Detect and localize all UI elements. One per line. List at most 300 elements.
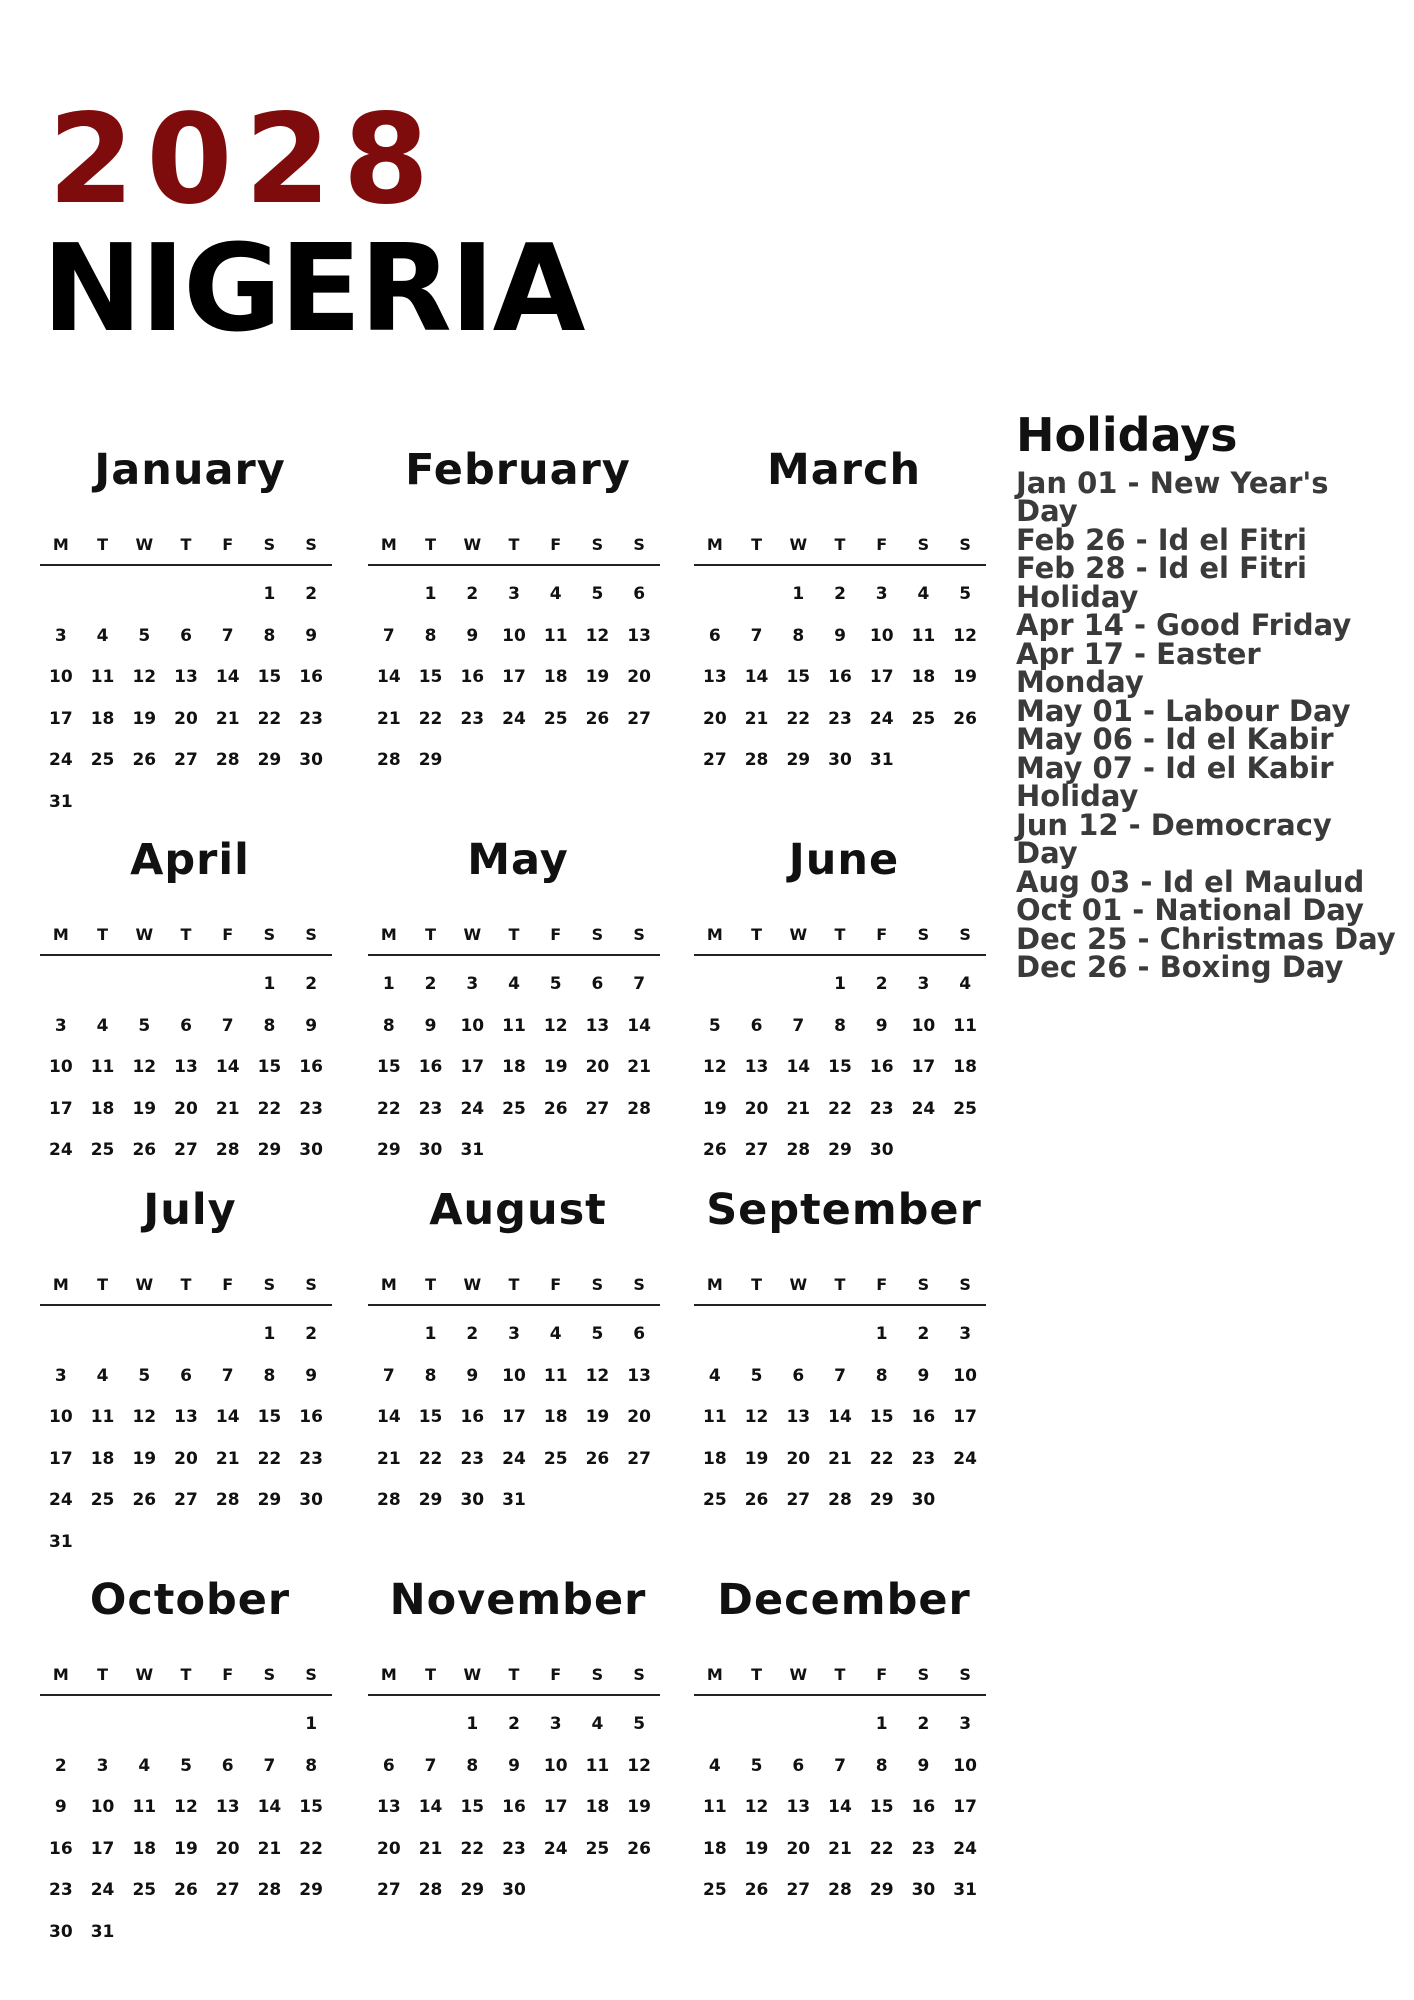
weekday-label: S: [305, 535, 317, 554]
day-number: 25: [90, 750, 115, 770]
holiday-list: [1016, 465, 1396, 985]
day-number: 19: [744, 1448, 769, 1469]
day-number: 2: [466, 1324, 479, 1344]
day-number: 4: [591, 1714, 604, 1734]
empty-day-cell: [40, 574, 82, 616]
day-number: 4: [549, 584, 562, 604]
day-number: 11: [953, 1015, 977, 1036]
weekday-label: S: [917, 535, 930, 554]
day-number: 4: [959, 974, 972, 994]
day-number: 1: [263, 584, 276, 604]
day-number: 31: [49, 791, 73, 812]
day-number: 30: [299, 1140, 323, 1160]
day-number: 18: [90, 1098, 115, 1119]
weekday-label: F: [550, 1275, 562, 1294]
weekday-label: W: [789, 1275, 808, 1294]
day-number: 30: [911, 1880, 936, 1900]
holiday-item: Dec 26 - Boxing Day: [1016, 950, 1344, 985]
day-number: 29: [299, 1880, 323, 1900]
day-number: 10: [49, 667, 73, 687]
day-number: 9: [54, 1797, 67, 1817]
day-number: 21: [215, 1098, 240, 1119]
weekday-label: M: [52, 1665, 69, 1684]
day-number: 25: [90, 1490, 115, 1510]
day-number: 6: [591, 974, 604, 994]
empty-day-cell: [123, 1314, 165, 1356]
day-number: 28: [828, 1490, 852, 1510]
day-number: 15: [418, 1407, 443, 1427]
month-august: [368, 1180, 668, 1560]
holiday-item: Dec 25 - Christmas Day: [1016, 921, 1396, 956]
weekday-header: [40, 1270, 332, 1306]
day-number: 17: [49, 708, 73, 729]
weekday-label: W: [463, 1275, 482, 1294]
day-number: 23: [502, 1838, 526, 1859]
day-number: 16: [299, 1407, 323, 1427]
weekday-label: S: [959, 1275, 971, 1294]
day-number: 9: [917, 1755, 930, 1776]
weekday-label: S: [305, 925, 317, 944]
weekday-label: T: [834, 1275, 846, 1294]
day-number: 28: [377, 750, 401, 770]
day-number: 14: [215, 667, 240, 687]
day-number: 21: [828, 1838, 852, 1859]
weekday-label: T: [425, 925, 437, 944]
day-number: 8: [834, 1015, 846, 1036]
day-number: 22: [377, 1098, 401, 1119]
day-number: 17: [90, 1838, 115, 1859]
day-number: 7: [424, 1755, 437, 1776]
day-number: 4: [708, 1365, 721, 1386]
weekday-header: [368, 920, 660, 956]
day-number: 8: [466, 1755, 479, 1776]
empty-day-cell: [40, 1704, 82, 1746]
day-number: 22: [828, 1098, 852, 1119]
weekday-label: S: [591, 535, 604, 554]
empty-day-cell: [165, 964, 207, 1006]
day-number: 29: [418, 750, 443, 770]
day-number: 3: [959, 1714, 972, 1734]
day-number: 14: [377, 1407, 401, 1427]
day-number: 7: [263, 1755, 276, 1776]
day-number: 13: [786, 1407, 811, 1427]
day-number: 14: [257, 1797, 282, 1817]
day-number: 21: [627, 1057, 651, 1077]
day-number: 8: [263, 625, 276, 646]
weekday-label: S: [917, 1665, 930, 1684]
day-number: 18: [502, 1057, 526, 1077]
weekday-label: F: [222, 535, 234, 554]
day-number: 26: [744, 1490, 769, 1510]
day-number: 28: [744, 750, 769, 770]
day-number: 5: [138, 625, 151, 646]
weekday-label: M: [706, 1665, 723, 1684]
day-number: 15: [828, 1057, 852, 1077]
day-number: 10: [90, 1797, 115, 1817]
day-number: 29: [257, 750, 282, 770]
weekday-label: T: [751, 925, 763, 944]
day-number: 25: [911, 708, 936, 729]
day-number: 1: [305, 1714, 318, 1734]
day-number: 8: [792, 625, 805, 646]
day-number: 8: [263, 1365, 276, 1386]
day-number: 23: [911, 1838, 936, 1859]
holidays-panel: [1016, 408, 1396, 985]
day-number: 17: [911, 1057, 936, 1077]
weekday-label: T: [97, 535, 109, 554]
day-number: 21: [828, 1448, 852, 1469]
day-number: 1: [792, 584, 805, 604]
month-name: April: [130, 835, 250, 885]
day-number: 18: [703, 1838, 727, 1859]
day-number: 23: [460, 1448, 485, 1469]
day-number: 23: [299, 708, 323, 729]
day-number: 9: [305, 1365, 318, 1386]
day-number: 3: [466, 974, 479, 994]
day-number: 11: [90, 667, 115, 687]
day-number: 12: [744, 1797, 769, 1817]
country-title: NIGERIA: [42, 220, 584, 359]
month-name: June: [788, 835, 900, 885]
day-number: 5: [138, 1365, 151, 1386]
day-number: 24: [49, 1140, 73, 1160]
month-name: August: [429, 1185, 607, 1235]
weekday-header: [694, 530, 986, 566]
month-november: [368, 1570, 668, 1950]
weekday-label: W: [789, 1665, 808, 1684]
empty-day-cell: [82, 964, 124, 1006]
empty-day-cell: [249, 1704, 291, 1746]
day-number: 10: [49, 1407, 73, 1427]
day-number: 30: [869, 1140, 894, 1160]
month-name: September: [706, 1185, 982, 1235]
day-number: 7: [633, 974, 646, 994]
day-number: 6: [382, 1755, 395, 1776]
day-number: 30: [828, 750, 852, 770]
day-number: 6: [180, 625, 192, 646]
day-number: 18: [703, 1448, 727, 1469]
empty-day-cell: [123, 964, 165, 1006]
day-number: 15: [786, 667, 811, 687]
holiday-item: May 06 - Id el Kabir: [1016, 722, 1334, 757]
weekday-label: S: [591, 1665, 604, 1684]
day-number: 30: [502, 1880, 526, 1900]
day-number: 26: [174, 1880, 198, 1900]
day-number: 14: [215, 1057, 240, 1077]
day-number: 19: [543, 1057, 568, 1077]
day-number: 18: [911, 667, 936, 687]
day-number: 15: [418, 667, 443, 687]
day-number: 9: [834, 625, 846, 646]
day-number: 9: [424, 1015, 437, 1036]
day-number: 12: [744, 1407, 769, 1427]
day-number: 25: [502, 1098, 526, 1119]
weekday-label: S: [959, 535, 971, 554]
day-number: 28: [215, 750, 240, 770]
day-number: 29: [786, 750, 811, 770]
day-number: 1: [875, 1324, 888, 1344]
day-number: 26: [585, 1448, 610, 1469]
day-number: 16: [299, 1057, 323, 1077]
empty-day-cell: [165, 1704, 207, 1746]
day-number: 11: [543, 625, 568, 646]
day-number: 2: [466, 584, 479, 604]
empty-day-cell: [777, 964, 819, 1006]
day-number: 14: [744, 667, 769, 687]
day-number: 21: [215, 1448, 240, 1469]
day-number: 9: [305, 1015, 318, 1036]
weekday-label: S: [959, 1665, 971, 1684]
day-number: 7: [792, 1015, 805, 1036]
weekday-label: F: [550, 925, 562, 944]
day-number: 20: [174, 708, 198, 729]
day-number: 17: [460, 1057, 485, 1077]
day-number: 3: [54, 1015, 67, 1036]
day-number: 19: [132, 1098, 157, 1119]
month-march: [694, 440, 994, 820]
weekday-label: W: [789, 925, 808, 944]
weekday-label: S: [591, 1275, 604, 1294]
day-number: 12: [174, 1797, 198, 1817]
day-number: 20: [174, 1098, 198, 1119]
day-number: 17: [543, 1797, 568, 1817]
day-number: 26: [132, 1140, 157, 1160]
empty-day-cell: [736, 574, 778, 616]
weekday-label: T: [508, 1275, 520, 1294]
day-number: 4: [708, 1755, 721, 1776]
day-number: 1: [875, 1714, 888, 1734]
day-number: 27: [627, 1448, 651, 1469]
day-number: 3: [959, 1324, 972, 1344]
day-number: 25: [703, 1880, 727, 1900]
day-number: 15: [869, 1797, 894, 1817]
day-number: 11: [132, 1797, 157, 1817]
weekday-header: [694, 920, 986, 956]
day-number: 3: [508, 584, 520, 604]
weekday-label: S: [633, 925, 645, 944]
day-number: 27: [174, 1140, 198, 1160]
day-number: 19: [627, 1797, 651, 1817]
weekday-label: M: [706, 925, 723, 944]
weekday-label: W: [135, 925, 154, 944]
day-number: 13: [786, 1797, 811, 1817]
day-number: 5: [708, 1015, 721, 1036]
day-number: 6: [792, 1365, 805, 1386]
day-number: 24: [460, 1098, 485, 1119]
day-number: 26: [744, 1880, 769, 1900]
day-number: 14: [377, 667, 401, 687]
day-number: 9: [466, 625, 479, 646]
weekday-label: M: [380, 1275, 397, 1294]
day-number: 16: [299, 667, 323, 687]
day-number: 10: [869, 625, 894, 646]
day-number: 23: [418, 1098, 443, 1119]
day-number: 20: [703, 708, 727, 729]
day-number: 28: [627, 1098, 651, 1119]
day-number: 6: [792, 1755, 805, 1776]
weekday-header: [40, 530, 332, 566]
day-number: 1: [382, 974, 395, 994]
day-number: 17: [869, 667, 894, 687]
day-number: 7: [750, 625, 763, 646]
day-number: 30: [460, 1490, 485, 1510]
day-number: 12: [132, 1057, 157, 1077]
day-number: 24: [543, 1838, 568, 1859]
day-number: 10: [911, 1015, 936, 1036]
day-number: 17: [49, 1448, 73, 1469]
weekday-label: T: [425, 1275, 437, 1294]
day-number: 22: [869, 1448, 894, 1469]
day-grid: [368, 574, 660, 782]
weekday-label: T: [97, 925, 109, 944]
day-number: 2: [917, 1324, 930, 1344]
day-number: 24: [953, 1448, 977, 1469]
day-number: 12: [585, 625, 610, 646]
day-number: 21: [377, 708, 401, 729]
weekday-label: T: [425, 535, 437, 554]
day-number: 22: [257, 1098, 282, 1119]
day-number: 2: [875, 974, 888, 994]
day-number: 13: [377, 1797, 401, 1817]
day-number: 11: [703, 1797, 727, 1817]
day-number: 20: [627, 667, 651, 687]
calendar-year: 2028: [48, 88, 442, 232]
day-number: 13: [744, 1057, 769, 1077]
day-grid: [368, 964, 660, 1172]
empty-day-cell: [777, 1704, 819, 1746]
day-number: 23: [869, 1098, 894, 1119]
day-number: 7: [382, 1365, 395, 1386]
weekday-label: S: [305, 1665, 317, 1684]
weekday-label: W: [789, 535, 808, 554]
day-number: 20: [744, 1098, 769, 1119]
day-number: 18: [543, 667, 568, 687]
day-number: 22: [418, 1448, 443, 1469]
day-grid: [694, 574, 986, 782]
day-number: 10: [543, 1755, 568, 1776]
day-number: 12: [703, 1057, 727, 1077]
day-number: 29: [869, 1880, 894, 1900]
day-number: 25: [585, 1838, 610, 1859]
day-number: 25: [543, 1448, 568, 1469]
day-number: 2: [834, 584, 846, 604]
day-number: 20: [627, 1407, 651, 1427]
month-name: February: [405, 445, 631, 495]
weekday-label: T: [751, 535, 763, 554]
day-number: 2: [54, 1755, 67, 1776]
day-number: 17: [49, 1098, 73, 1119]
day-number: 15: [460, 1797, 485, 1817]
day-number: 11: [90, 1407, 115, 1427]
day-number: 23: [828, 708, 852, 729]
day-number: 22: [299, 1838, 323, 1859]
weekday-label: F: [876, 1275, 888, 1294]
day-number: 16: [911, 1797, 936, 1817]
weekday-label: M: [52, 1275, 69, 1294]
day-number: 24: [49, 750, 73, 770]
day-number: 24: [90, 1880, 115, 1900]
day-number: 13: [174, 1057, 198, 1077]
day-number: 5: [591, 1324, 604, 1344]
weekday-label: S: [633, 535, 645, 554]
empty-day-cell: [368, 1314, 410, 1356]
day-number: 4: [96, 625, 109, 646]
weekday-header: [368, 530, 660, 566]
day-number: 25: [90, 1140, 115, 1160]
month-october: [40, 1570, 340, 1950]
day-number: 18: [543, 1407, 568, 1427]
weekday-label: M: [706, 535, 723, 554]
day-number: 5: [750, 1365, 763, 1386]
empty-day-cell: [694, 1314, 736, 1356]
day-number: 27: [786, 1490, 811, 1510]
day-grid: [368, 1314, 660, 1522]
day-number: 1: [263, 1324, 276, 1344]
day-number: 8: [382, 1015, 395, 1036]
empty-day-cell: [368, 574, 410, 616]
day-number: 29: [257, 1490, 282, 1510]
day-number: 22: [869, 1838, 894, 1859]
day-number: 18: [90, 1448, 115, 1469]
weekday-label: M: [52, 925, 69, 944]
day-number: 22: [786, 708, 811, 729]
day-number: 31: [49, 1531, 73, 1552]
day-number: 22: [257, 708, 282, 729]
weekday-label: S: [263, 535, 276, 554]
day-number: 19: [744, 1838, 769, 1859]
month-september: [694, 1180, 994, 1560]
weekday-label: S: [591, 925, 604, 944]
day-number: 19: [585, 1407, 610, 1427]
day-number: 13: [627, 1365, 651, 1386]
empty-day-cell: [207, 1314, 249, 1356]
day-number: 23: [911, 1448, 936, 1469]
day-number: 24: [911, 1098, 936, 1119]
day-number: 15: [257, 1407, 282, 1427]
month-name: October: [89, 1575, 291, 1625]
weekday-label: S: [633, 1665, 645, 1684]
day-number: 13: [703, 667, 727, 687]
day-number: 19: [174, 1838, 198, 1859]
day-number: 6: [633, 584, 646, 604]
empty-day-cell: [82, 1314, 124, 1356]
day-number: 8: [263, 1015, 276, 1036]
empty-day-cell: [694, 964, 736, 1006]
day-number: 21: [257, 1838, 282, 1859]
weekday-label: W: [463, 1665, 482, 1684]
day-number: 5: [750, 1755, 763, 1776]
day-number: 27: [174, 750, 198, 770]
weekday-label: T: [180, 535, 192, 554]
day-number: 7: [382, 625, 395, 646]
day-number: 20: [215, 1838, 240, 1859]
weekday-label: T: [180, 1275, 192, 1294]
weekday-label: T: [508, 1665, 520, 1684]
day-number: 24: [953, 1838, 977, 1859]
day-number: 20: [174, 1448, 198, 1469]
weekday-label: W: [463, 925, 482, 944]
day-number: 12: [543, 1015, 568, 1036]
day-grid: [40, 1704, 332, 1953]
day-number: 22: [418, 708, 443, 729]
empty-day-cell: [123, 574, 165, 616]
day-number: 1: [424, 1324, 437, 1344]
day-number: 10: [953, 1755, 977, 1776]
day-number: 28: [418, 1880, 443, 1900]
day-number: 22: [460, 1838, 485, 1859]
day-number: 2: [305, 584, 318, 604]
day-number: 3: [549, 1714, 562, 1734]
